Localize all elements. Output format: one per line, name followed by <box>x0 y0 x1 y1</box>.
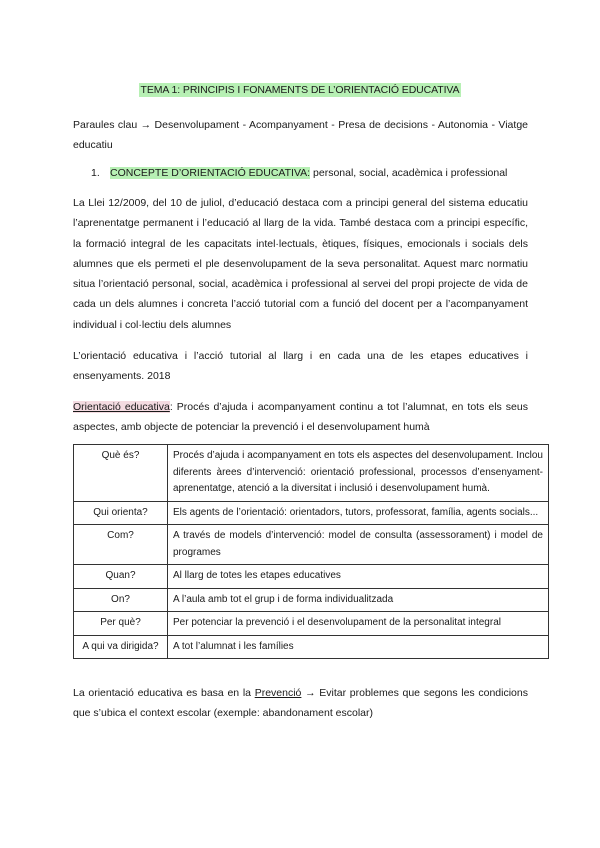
closing-term: Prevenció <box>254 687 302 699</box>
table-question: Què és? <box>74 445 168 502</box>
document-title: TEMA 1: PRINCIPIS I FONAMENTS DE L’ORIENTACIÓ EDUCATIVA <box>140 84 460 96</box>
table-row <box>74 588 549 612</box>
keywords-line: Paraules clau → Desenvolupament - Acompanyament - Presa de decisions - Autonomia - Viatge educatiu <box>73 119 528 152</box>
table-row <box>74 565 549 589</box>
table-row <box>74 612 549 636</box>
table-answer: A l’aula amb tot el grup i de forma individualitzada <box>168 588 549 612</box>
table-row <box>74 635 549 659</box>
definition-paragraph <box>73 397 528 438</box>
table-answer: Els agents de l’orientació: orientadors, tutors, professorat, família, agents socials... <box>168 501 549 525</box>
title-container <box>0 83 600 97</box>
section-heading-highlight: CONCEPTE D’ORIENTACIÓ EDUCATIVA: <box>110 167 311 179</box>
definition-text: : Procés d’ajuda i acompanyament continu a tot l’alumnat, en tots els seus aspectes, amb objecte de potenciar la prevenció i el desenvolupament humà <box>73 401 528 434</box>
table-question: Qui orienta? <box>74 501 168 525</box>
paragraph-law: La Llei 12/2009, del 10 de juliol, d’educació destaca com a principi general del sistema educatiu l’aprenentatge permanent i l’educació al llarg de la vida. També destaca com a principi específic, la formació integral de les capacitats intel·lectuals, ètiques, físiques, emocionals i socials dels alumnes que els permeti el ple desenvolupament de la seva personalitat. Aquest marc normatiu situa l’orientació personal, social, acadèmica i professional al servei del propi projecte de vida de cada un dels alumnes i concreta l’acció tutorial com a funció del docent per a l’acompanyament individual i col·lectiu dels alumnes <box>73 197 528 331</box>
table-answer: A través de models d’intervenció: model de consulta (assessorament) i model de programes <box>168 525 549 565</box>
definition-term: Orientació educativa <box>73 401 170 413</box>
section-heading-rest: personal, social, acadèmica i professional <box>310 167 508 179</box>
closing-before: La orientació educativa es basa en la <box>73 687 255 699</box>
closing-after: → Evitar problemes que segons les condicions que s’ubica el context escolar (exemple: abandonament escolar) <box>73 687 528 720</box>
table-row <box>74 525 549 565</box>
section-number: 1. <box>91 167 100 179</box>
orientation-table <box>73 444 549 659</box>
table-question: A qui va dirigida? <box>74 635 168 659</box>
paragraph-reference: L’orientació educativa i l’acció tutorial al llarg i en cada una de les etapes educatives i ensenyaments. 2018 <box>73 350 528 383</box>
section-heading <box>91 166 531 180</box>
table-row <box>74 445 549 502</box>
table-answer: A tot l’alumnat i les famílies <box>168 635 549 659</box>
table-answer: Al llarg de totes les etapes educatives <box>168 565 549 589</box>
table-question: Quan? <box>74 565 168 589</box>
table-question: On? <box>74 588 168 612</box>
table-row <box>74 501 549 525</box>
table-answer: Per potenciar la prevenció i el desenvolupament de la personalitat integral <box>168 612 549 636</box>
table-question: Per què? <box>74 612 168 636</box>
table-answer: Procés d’ajuda i acompanyament en tots els aspectes del desenvolupament. Inclou diferents àrees d’intervenció: orientació professional, processos d’ensenyament-aprenentatge, atenció a la diversitat i inclusió i desenvolupament humà. <box>168 445 549 502</box>
table-question: Com? <box>74 525 168 565</box>
closing-paragraph <box>73 683 528 724</box>
